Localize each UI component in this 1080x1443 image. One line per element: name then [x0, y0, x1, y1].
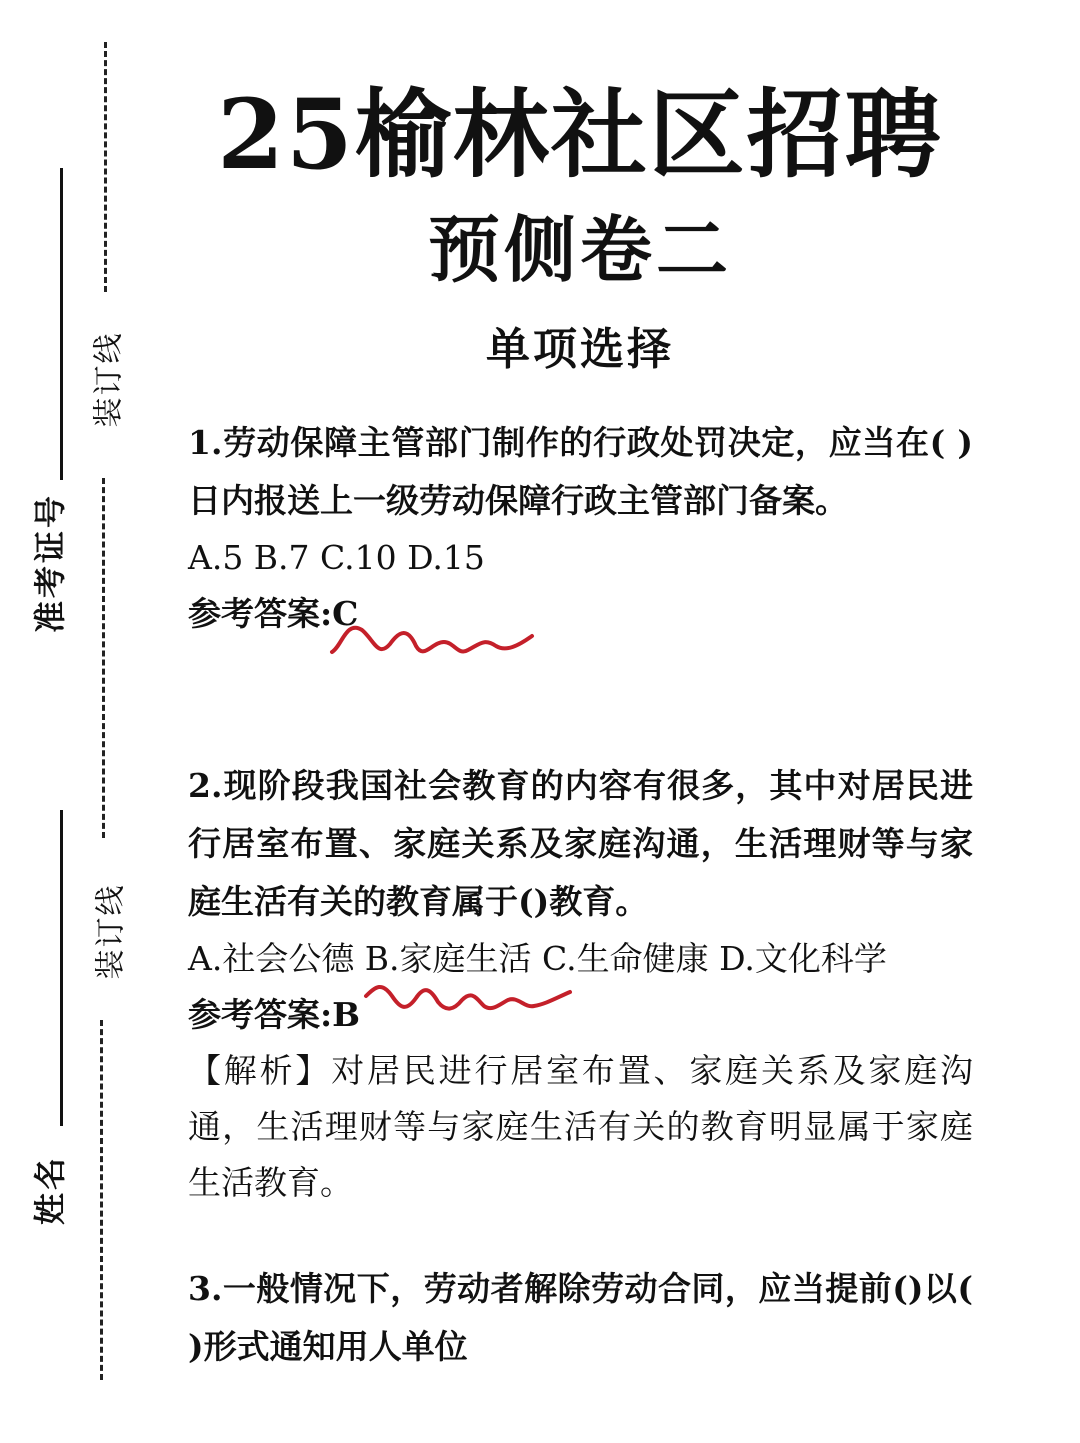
page-title: 25榆林社区招聘 [217, 78, 943, 191]
exam-number-write-line [60, 168, 63, 480]
binding-line-label-bottom: 装订线 [93, 883, 129, 980]
question-1-options: A.5 B.7 C.10 D.15 [188, 538, 485, 577]
question-1-stem: 1.劳动保障主管部门制作的行政处罚决定，应当在( )日内报送上一级劳动保障行政主管部门备案。 [188, 423, 973, 520]
question-2-options: A.社会公德 B.家庭生活 C.生命健康 D.文化科学 [188, 939, 887, 978]
binding-line-label-top: 装订线 [91, 331, 127, 428]
section-heading: 单项选择 [486, 324, 674, 375]
binding-dash-line-1 [104, 42, 107, 292]
question-1 [188, 414, 973, 642]
exam-number-label: 准考证号 [31, 492, 69, 633]
question-3-stem: 3.一般情况下，劳动者解除劳动合同，应当提前()以( )形式通知用人单位 [188, 1269, 973, 1366]
binding-dash-line-2 [102, 478, 105, 838]
question-3 [188, 1260, 973, 1376]
binding-dash-line-3 [100, 1020, 103, 1380]
question-2-stem: 2.现阶段我国社会教育的内容有很多，其中对居民进行居室布置、家庭关系及家庭沟通，生活理财等与家庭生活有关的教育属于()教育。 [188, 766, 973, 921]
question-2-answer: 参考答案:B [188, 995, 361, 1034]
question-1-answer: 参考答案:C [188, 594, 359, 633]
binding-margin [0, 0, 170, 1443]
page-subtitle: 预侧卷二 [427, 207, 732, 292]
question-2-explanation: 【解析】对居民进行居室布置、家庭关系及家庭沟通，生活理财等与家庭生活有关的教育明显属于家庭生活教育。 [188, 1051, 973, 1202]
name-label: 姓名 [31, 1154, 69, 1225]
answer-squiggle-2 [362, 976, 577, 1021]
name-write-line [60, 810, 63, 1126]
question-2 [188, 757, 973, 1211]
answer-squiggle-1 [328, 612, 538, 662]
